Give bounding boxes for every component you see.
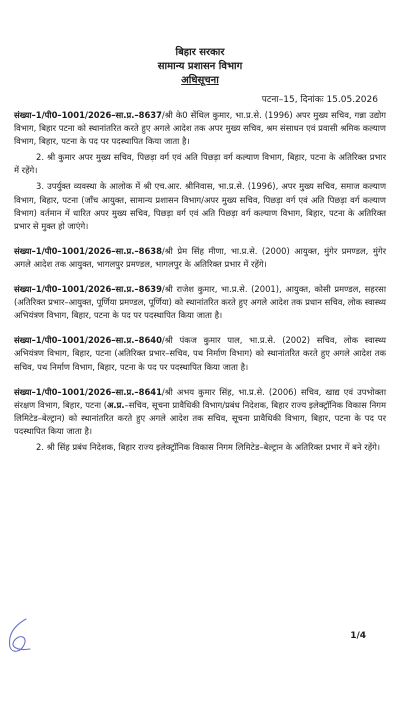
order-text: /श्री प्रेम सिंह मीणा, भा.प्र.से. (2000) आयुक्त, मुंगेर प्रमण्डल, मुंगेर अगले आदेश तक आयुक्त, भागलपुर प्रमण्डल, भागलपुर के अतिरिक्त प्रभार में रहेंगे। — [14, 245, 386, 269]
order-text: /श्री के0 सेंथिल कुमार, भा.प्र.से. (1996) अपर मुख्य सचिव, गन्ना उद्योग विभाग, बिहार पटना को स्थानांतरित करते हुए अगले आदेश तक अपर मुख्य सचिव, श्रम संसाधन एवं प्रवासी श्रमिक कल्याण विभाग, बिहार, पटना के पद पर पदस्थापित किया जाता है। — [14, 110, 386, 147]
order-8638 — [14, 245, 386, 271]
order-8641-para-2: 2. श्री सिंह प्रबंध निदेशक, बिहार राज्य इलेक्ट्रॉनिक विकास निगम लिमिटेड–बेल्ट्रान के अतिरिक्त प्रभार में बने रहेंगे। — [36, 441, 381, 452]
order-number: संख्या–1/पी0–1001/2026–सा.प्र.–8637 — [14, 110, 162, 120]
order-text: /श्री अभय कुमार सिंह, भा.प्र.से. (2006) सचिव, खाद्य एवं उपभोक्ता संरक्षण विभाग, बिहार, पटना ( — [14, 386, 386, 410]
order-8641 — [14, 386, 386, 438]
order-number: संख्या–1/पी0–1001/2026–सा.प्र.–8640 — [14, 335, 162, 346]
notification-title: अधिसूचना — [181, 75, 219, 86]
department-title: सामान्य प्रशासन विभाग — [157, 61, 243, 72]
order-8637-para-2: 2. श्री कुमार अपर मुख्य सचिव, पिछड़ा वर्ग एवं अति पिछड़ा वर्ग कल्याण विभाग, बिहार, पटना के अतिरिक्त प्रभार में रहेंगे। — [14, 152, 386, 176]
page-number: 1/4 — [350, 631, 366, 641]
order-text: /श्री पंकज कुमार पाल, भा.प्र.से. (2002) सचिव, लोक स्वास्थ्य अभियंत्रण विभाग, बिहार, पटना (अतिरिक्त प्रभार–सचिव, पथ निर्माण विभाग) को स्थानांतरित करते हुए अगले आदेश तक सचिव, पथ निर्माण विभाग, बिहार, पटना के पद पर पदस्थापित किया जाता है। — [14, 335, 386, 372]
govt-title: बिहार सरकार — [175, 47, 225, 58]
order-number: संख्या–1/पी0–1001/2026–सा.प्र.–8638 — [14, 245, 162, 256]
notification-page — [0, 46, 400, 703]
order-text: /श्री राजेश कुमार, भा.प्र.से. (2001), आयुक्त, कोसी प्रमण्डल, सहरसा (अतिरिक्त प्रभार–आयुक्त, पूर्णिया प्रमण्डल, पूर्णिया) को स्थानांतरित करते हुए अगले आदेश तक प्रधान सचिव, लोक स्वास्थ्य अभियंत्रण विभाग, बिहार, पटना के पद पर पदस्थापित किया जाता है। — [14, 284, 386, 321]
place-date: पटना–15, दिनांकः 15.05.2026 — [261, 95, 378, 105]
handwritten-signature — [4, 615, 34, 655]
order-8637-para-3: 3. उपर्युक्त व्यवस्था के आलोक में श्री एच.आर. श्रीनिवास, भा.प्र.से. (1996), अपर मुख्य सचिव, समाज कल्याण विभाग, बिहार, पटना (जाँच आयुक्त, सामान्य प्रशासन विभाग/अपर मुख्य सचिव, पिछड़ा वर्ग एवं अति पिछड़ा वर्ग कल्याण विभाग) वर्तमान में धारित अपर मुख्य सचिव, पिछड़ा वर्ग एवं अति पिछड़ा वर्ग कल्याण विभाग, बिहार, पटना के अतिरिक्त प्रभार से मुक्त हो जाएंगे। — [14, 181, 386, 231]
order-number: संख्या–1/पी0–1001/2026–सा.प्र.–8641 — [14, 386, 162, 397]
order-text-bold: अ.प्र. — [107, 399, 125, 410]
order-text: –सचिव, सूचना प्रावैधिकी विभाग/प्रबंध निदेशक, बिहार राज्य इलेक्ट्रॉनिक विकास निगम लिमिटेड–बेल्ट्रान) को स्थानांतरित करते हुए अगले आदेश तक सचिव, सूचना प्रावैधिकी विभाग, बिहार, पटना के पद पर पदस्थापित किया जाता है। — [14, 399, 386, 436]
order-8637 — [14, 109, 386, 148]
order-8639 — [14, 283, 386, 322]
order-8640 — [14, 334, 386, 373]
order-number: संख्या–1/पी0–1001/2026–सा.प्र.–8639 — [14, 284, 162, 295]
